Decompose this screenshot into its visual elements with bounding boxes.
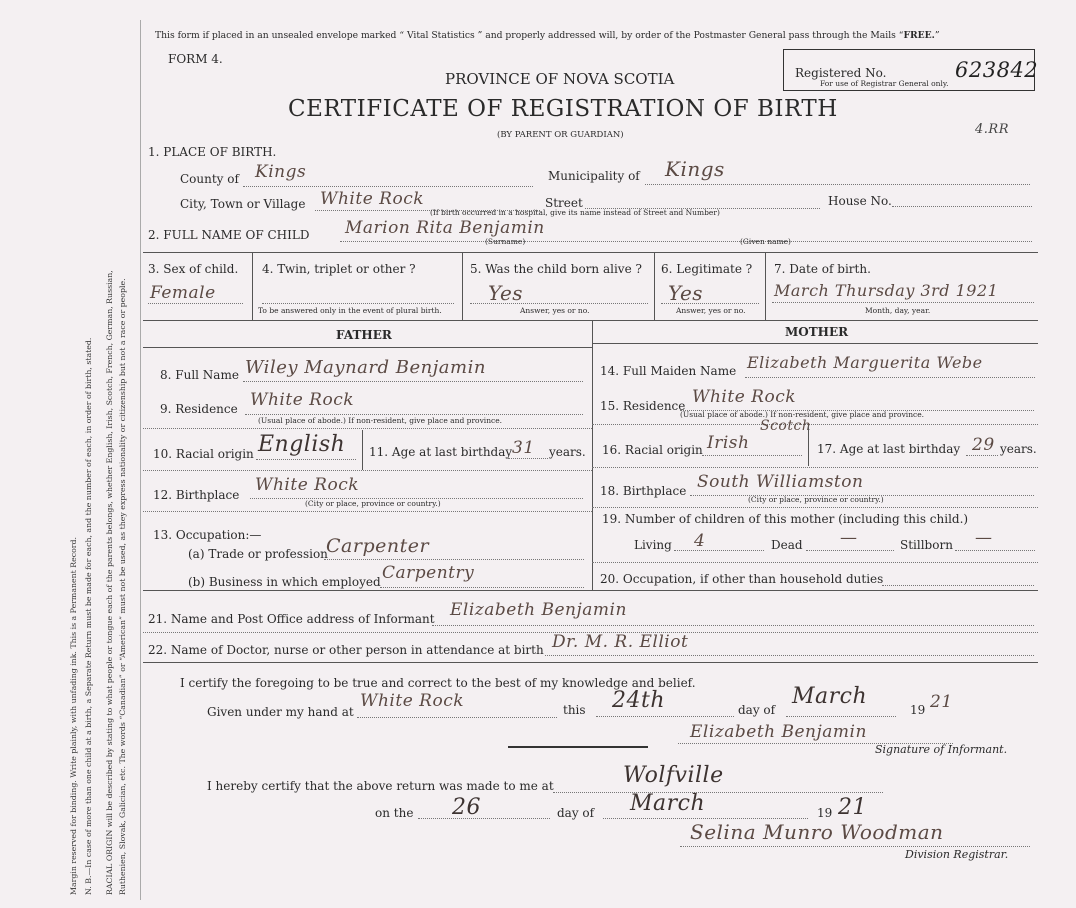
registrar-day-line [418, 818, 550, 819]
mother-age-years: years. [1000, 442, 1037, 456]
father-trade-line [324, 559, 584, 560]
mother-age-divider [808, 426, 809, 466]
registrar-use-note: For use of Registrar General only. [820, 79, 949, 88]
registrar-day-value: 26 [452, 795, 481, 820]
date-line [772, 302, 1034, 303]
given-month-line [786, 716, 896, 717]
registrar-year-value: 21 [838, 795, 867, 820]
mother-birthplace-divider-top [592, 467, 1038, 468]
father-race-line [256, 459, 356, 460]
on-the-label: on the [375, 806, 414, 820]
child-name-line [340, 241, 1032, 242]
given-year-value: 21 [930, 692, 953, 712]
mother-race-value: Irish [707, 433, 750, 453]
certify-separator [508, 746, 648, 748]
registrar-statement: I hereby certify that the above return was made to me at [207, 779, 554, 793]
father-race-label: 10. Racial origin [153, 447, 254, 461]
registrar-month-value: March [630, 791, 706, 816]
row3-divider-1 [252, 252, 253, 320]
informant-top-rule [143, 590, 1038, 591]
given-year-prefix: 19 [910, 703, 926, 717]
row3-divider-4 [765, 252, 766, 320]
stillborn-line [955, 550, 1035, 551]
father-age-value: 31 [512, 438, 535, 458]
registrar-day-label: day of [557, 806, 595, 820]
row3-divider-3 [654, 252, 655, 320]
certify-top-rule [143, 662, 1038, 663]
father-birthplace-note: (City or place, province or country.) [305, 499, 441, 508]
twin-label: 4. Twin, triplet or other ? [262, 262, 416, 276]
father-name-line [243, 381, 583, 382]
registrar-signature-line [680, 846, 1030, 847]
mother-age-value: 29 [972, 435, 995, 455]
margin-note-racial-2: Ruthenien, Slovak, Galician, etc. The words “Canadian” or “American” must not be used, as they express nationality or citizenship but not a race or people. [118, 278, 127, 895]
registrar-place-value: Wolfville [623, 763, 724, 788]
registrar-month-line [603, 818, 808, 819]
registrar-signature: Selina Munro Woodman [690, 820, 944, 844]
surname-note: (Surname) [485, 237, 526, 246]
informant-line [432, 625, 1034, 626]
living-line [674, 550, 764, 551]
margin-note-nb: N. B.—In case of more than one child at a birth, a Separate Return must be made for each, and the number of each, in order of birth, stated. [84, 337, 93, 895]
house-number-label: House No. [828, 194, 892, 208]
father-age-years: years. [549, 445, 586, 459]
postal-notice-text: This form if placed in an unsealed envelope marked “ Vital Statistics ” and properly addressed will, by order of the Postmaster General pass through the Mails “ [155, 30, 904, 41]
father-trade-value: Carpenter [326, 535, 430, 557]
father-occupation-label: 13. Occupation:— [153, 528, 262, 542]
date-note: Month, day, year. [865, 306, 931, 315]
registered-label: Registered No. [795, 66, 887, 80]
postal-notice-close: ” [934, 30, 940, 41]
living-value: 4 [694, 531, 706, 551]
legitimate-line [661, 303, 759, 304]
form-number: FORM 4. [168, 52, 223, 66]
father-residence-line [245, 414, 583, 415]
doctor-label: 22. Name of Doctor, nurse or other person in attendance at birth [148, 643, 544, 657]
father-birthplace-divider-top [143, 470, 592, 471]
mother-birthplace-value: South Williamston [697, 472, 864, 492]
mother-name-value: Elizabeth Marguerita Webe [747, 353, 983, 372]
certificate-title: CERTIFICATE OF REGISTRATION OF BIRTH [288, 96, 838, 122]
twin-line [262, 303, 454, 304]
alive-value: Yes [488, 281, 524, 305]
sex-label: 3. Sex of child. [148, 262, 239, 276]
father-age-line [508, 458, 548, 459]
municipality-line [645, 184, 1030, 185]
doctor-value: Dr. M. R. Elliot [552, 632, 689, 652]
dead-label: Dead [771, 538, 803, 552]
given-month-value: March [792, 684, 868, 709]
mother-race-value-2: Scotch [760, 418, 812, 434]
father-occupation-divider-top [143, 511, 592, 512]
province-heading: PROVINCE OF NOVA SCOTIA [445, 70, 675, 88]
father-age-label: 11. Age at last birthday [369, 445, 513, 459]
house-line [892, 206, 1032, 207]
street-label: Street [545, 196, 583, 210]
dead-line [806, 550, 894, 551]
mother-race-line [702, 455, 802, 456]
date-of-birth-label: 7. Date of birth. [774, 262, 871, 276]
informant-label: 21. Name and Post Office address of Informant [148, 612, 435, 626]
mother-occupation-line [882, 585, 1034, 586]
legitimate-note: Answer, yes or no. [676, 306, 746, 315]
mother-children-divider-top [592, 507, 1038, 508]
row3-divider-2 [462, 252, 463, 320]
dead-value: — [840, 528, 858, 548]
postal-notice-free: FREE. [903, 30, 935, 41]
mother-birthplace-note: (City or place, province or country.) [748, 495, 884, 504]
mother-race-divider-top [592, 424, 1038, 425]
mother-age-line [966, 455, 998, 456]
father-heading: FATHER [336, 328, 392, 342]
doctor-line [545, 655, 1034, 656]
sex-value: Female [150, 283, 216, 303]
mother-residence-note: (Usual place of abode.) If non-resident, give place and province. [680, 410, 925, 419]
stillborn-value: — [975, 528, 993, 548]
mother-name-line [745, 377, 1035, 378]
mother-name-label: 14. Full Maiden Name [600, 364, 737, 378]
father-age-divider [362, 430, 363, 470]
child-name-label: 2. FULL NAME OF CHILD [148, 228, 310, 242]
signature-of-informant-label: Signature of Informant. [875, 743, 1008, 756]
informant-signature: Elizabeth Benjamin [690, 722, 867, 742]
municipality-value: Kings [665, 157, 725, 181]
mother-occupation-label: 20. Occupation, if other than household duties [600, 572, 884, 586]
mother-age-label: 17. Age at last birthday [817, 442, 961, 456]
municipality-label: Municipality of [548, 169, 640, 183]
county-label: County of [180, 172, 239, 186]
division-registrar-label: Division Registrar. [905, 848, 1009, 861]
father-race-divider-top [143, 428, 592, 429]
mother-residence-value: White Rock [692, 387, 797, 407]
mother-children-label: 19. Number of children of this mother (including this child.) [602, 512, 969, 526]
father-business-label: (b) Business in which employed [188, 575, 381, 589]
mother-birthplace-label: 18. Birthplace [600, 484, 687, 498]
binding-margin-line [140, 20, 141, 900]
legitimate-value: Yes [668, 281, 704, 305]
given-place-line [357, 717, 557, 718]
given-name-note: (Given name) [740, 237, 791, 246]
registrar-year-prefix: 19 [817, 806, 833, 820]
mother-race-label: 16. Racial origin [602, 443, 703, 457]
registered-number: 623842 [955, 58, 1039, 82]
stamp-mark: 4.RR [975, 122, 1009, 137]
row3-bottom-rule [143, 320, 1038, 321]
alive-note: Answer, yes or no. [520, 306, 590, 315]
county-line [243, 186, 533, 187]
living-label: Living [634, 538, 672, 552]
registrar-place-line [553, 792, 883, 793]
given-day-value: 24th [612, 688, 666, 713]
legitimate-label: 6. Legitimate ? [661, 262, 753, 276]
father-name-value: Wiley Maynard Benjamin [245, 357, 486, 378]
given-day-label: day of [738, 703, 776, 717]
father-business-line [380, 587, 584, 588]
postal-notice [155, 30, 940, 41]
county-value: Kings [255, 162, 307, 182]
city-value: White Rock [320, 189, 425, 209]
father-heading-rule [143, 347, 592, 348]
father-residence-value: White Rock [250, 390, 355, 410]
date-of-birth-value: March Thursday 3rd 1921 [774, 281, 999, 300]
mother-heading: MOTHER [785, 325, 849, 339]
certify-statement: I certify the foregoing to be true and correct to the best of my knowledge and belief. [180, 676, 696, 690]
mother-heading-rule [592, 343, 1038, 344]
father-birthplace-value: White Rock [255, 475, 360, 495]
certificate-subtitle: (BY PARENT OR GUARDIAN) [497, 130, 624, 140]
mother-occupation-divider-top [592, 562, 1038, 563]
given-under-label: Given under my hand at [207, 705, 354, 719]
child-name-value: Marion Rita Benjamin [345, 218, 545, 238]
place-of-birth-heading: 1. PLACE OF BIRTH. [148, 145, 277, 159]
given-day-line [596, 716, 734, 717]
mother-residence-label: 15. Residence [600, 399, 686, 413]
father-race-value: English [258, 432, 346, 457]
father-residence-note: (Usual place of abode.) If non-resident, give place and province. [258, 416, 503, 425]
father-name-label: 8. Full Name [160, 368, 239, 382]
father-business-value: Carpentry [382, 563, 475, 583]
parents-divider [592, 320, 593, 590]
alive-line [470, 303, 648, 304]
twin-note: To be answered only in the event of plural birth. [258, 306, 442, 315]
row3-top-rule [143, 252, 1038, 253]
father-residence-label: 9. Residence [160, 402, 238, 416]
stillborn-label: Stillborn [900, 538, 953, 552]
given-place-value: White Rock [360, 691, 465, 711]
margin-note-racial-1: RACIAL ORIGIN will be described by stating to what people or tongue each of the parents belongs, whether English, Irish, Scotch, French, German, Russian, [105, 270, 114, 895]
alive-label: 5. Was the child born alive ? [470, 262, 642, 276]
this-label: this [563, 703, 586, 717]
father-trade-label: (a) Trade or profession [188, 547, 328, 561]
margin-note-binding: Margin reserved for binding. Write plainly, with unfading ink. This is a Permanent Record. [69, 537, 78, 895]
hospital-note: (If birth occurred in a hospital, give its name instead of Street and Number) [430, 208, 720, 217]
informant-value: Elizabeth Benjamin [450, 600, 627, 620]
city-label: City, Town or Village [180, 197, 306, 211]
father-birthplace-label: 12. Birthplace [153, 488, 240, 502]
sex-line [148, 303, 243, 304]
